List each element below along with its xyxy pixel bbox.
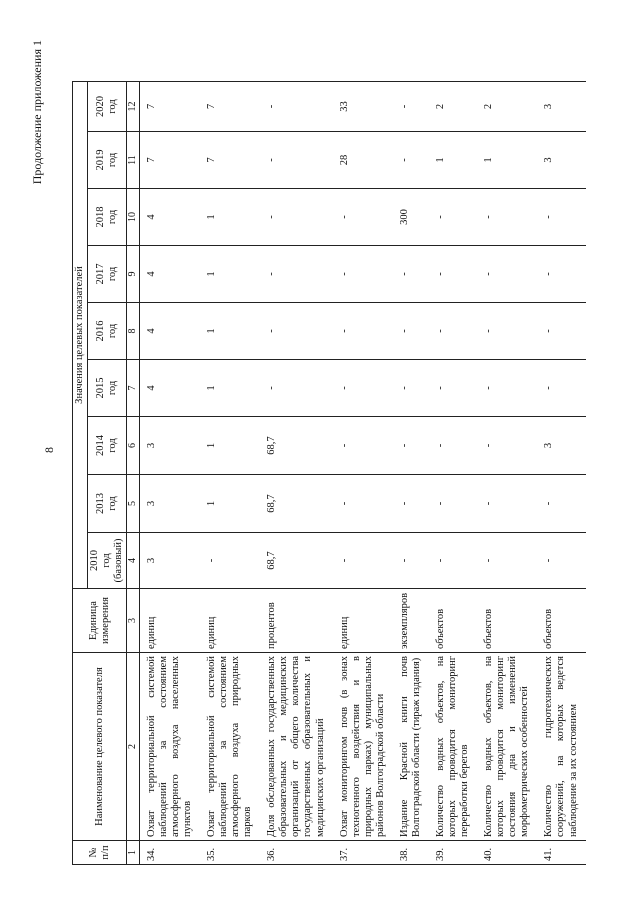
indicator-value: - xyxy=(477,533,537,589)
column-number: 10 xyxy=(127,189,140,246)
indicator-value: - xyxy=(429,417,477,475)
indicator-value: 68,7 xyxy=(260,417,332,475)
table-row xyxy=(393,82,429,865)
indicator-value: - xyxy=(477,360,537,417)
header-values-group: Значения целевых показателей xyxy=(73,82,88,589)
indicator-value: - xyxy=(333,417,393,475)
indicator-value: - xyxy=(260,132,332,189)
indicator-value: - xyxy=(260,360,332,417)
header-num xyxy=(73,841,127,865)
indicator-value: - xyxy=(333,475,393,533)
indicator-value: 7 xyxy=(200,132,260,189)
indicator-value: - xyxy=(477,475,537,533)
indicator-value: - xyxy=(393,82,429,132)
indicator-unit: экземпляров xyxy=(393,589,429,653)
indicator-name: Количество водных объектов, на которых проводится мониторинг состояния дна и изменений морфометрических особенностей xyxy=(477,653,537,841)
indicator-value: - xyxy=(429,189,477,246)
indicator-value: - xyxy=(477,303,537,360)
indicator-value: - xyxy=(200,533,260,589)
indicator-value: - xyxy=(537,533,585,589)
column-number: 2 xyxy=(127,653,140,841)
header-year: 2014 год xyxy=(88,417,127,475)
continuation-note: Продолжение приложения 1 xyxy=(30,40,44,185)
indicator-value: - xyxy=(333,360,393,417)
indicator-value: 3 xyxy=(139,533,200,589)
column-number: 11 xyxy=(127,132,140,189)
indicator-name: Количество водных объектов, на которых проводится мониторинг переработки берегов xyxy=(429,653,477,841)
indicator-name: Охват территориальной системой наблюдений за состоянием атмосферного воздуха природных парков xyxy=(200,653,260,841)
row-number: 37. xyxy=(333,841,393,865)
indicator-value: - xyxy=(537,246,585,303)
indicator-value: - xyxy=(393,417,429,475)
indicator-value: 68,7 xyxy=(260,475,332,533)
indicator-unit: единиц xyxy=(139,589,200,653)
row-number: 34. xyxy=(139,841,200,865)
indicator-value: 1 xyxy=(200,303,260,360)
indicator-unit: процентов xyxy=(260,589,332,653)
indicator-value: - xyxy=(477,246,537,303)
indicator-value: - xyxy=(393,360,429,417)
indicator-value: 1 xyxy=(200,417,260,475)
indicator-value: - xyxy=(260,82,332,132)
header-year: 2020 год xyxy=(88,82,127,132)
indicator-value: - xyxy=(333,533,393,589)
indicator-value: 33 xyxy=(333,82,393,132)
indicator-value: 2 xyxy=(429,82,477,132)
indicator-value: 7 xyxy=(200,82,260,132)
row-number: 36. xyxy=(260,841,332,865)
indicator-value: 68,7 xyxy=(260,533,332,589)
indicator-unit: объектов xyxy=(477,589,537,653)
indicator-value: 3 xyxy=(139,475,200,533)
indicator-unit: единиц xyxy=(200,589,260,653)
indicator-value: - xyxy=(393,475,429,533)
header-year: 2016 год xyxy=(88,303,127,360)
header-year: 2013 год xyxy=(88,475,127,533)
indicator-value: - xyxy=(333,189,393,246)
indicator-unit: единиц xyxy=(333,589,393,653)
indicator-value: 7 xyxy=(139,82,200,132)
indicator-value: - xyxy=(537,360,585,417)
indicator-value: 1 xyxy=(200,475,260,533)
column-number: 6 xyxy=(127,417,140,475)
indicator-value: - xyxy=(429,475,477,533)
header-year: 2019 год xyxy=(88,132,127,189)
column-number: 1 xyxy=(127,841,140,865)
indicator-value: - xyxy=(429,303,477,360)
indicator-value: - xyxy=(477,189,537,246)
header-year: 2017 год xyxy=(88,246,127,303)
header-year: 2015 год xyxy=(88,360,127,417)
column-number: 9 xyxy=(127,246,140,303)
indicator-name: Охват мониторингом почв (в зонах техногенного воздействия и в природных парках) муниципальных районов Волгоградской области xyxy=(333,653,393,841)
table-row xyxy=(429,82,477,865)
indicator-value: - xyxy=(537,189,585,246)
column-number: 8 xyxy=(127,303,140,360)
row-number: 40. xyxy=(477,841,537,865)
indicator-value: - xyxy=(393,533,429,589)
row-number: 41. xyxy=(537,841,585,865)
indicator-value: - xyxy=(260,189,332,246)
indicator-value: 1 xyxy=(429,132,477,189)
row-number: 39. xyxy=(429,841,477,865)
indicator-value: 28 xyxy=(333,132,393,189)
indicator-value: - xyxy=(260,303,332,360)
column-number: 7 xyxy=(127,360,140,417)
indicator-name: Доля обследованных государственных образовательных и медицинских организаций от общего количества государственных образовательных и медицинских организаций xyxy=(260,653,332,841)
indicator-value: 3 xyxy=(537,132,585,189)
indicator-value: - xyxy=(537,475,585,533)
indicator-value: - xyxy=(477,417,537,475)
table-row xyxy=(333,82,393,865)
target-indicators-table xyxy=(72,81,586,865)
indicator-value: 4 xyxy=(139,189,200,246)
column-number: 4 xyxy=(127,533,140,589)
indicator-unit: объектов xyxy=(429,589,477,653)
indicator-value: 1 xyxy=(200,189,260,246)
indicator-value: - xyxy=(429,533,477,589)
row-number: 35. xyxy=(200,841,260,865)
table-row xyxy=(200,82,260,865)
indicator-value: 300 xyxy=(393,189,429,246)
indicator-value: 1 xyxy=(200,246,260,303)
header-name: Наименование целевого показателя xyxy=(73,653,127,841)
header-year: 2018 год xyxy=(88,189,127,246)
indicator-value: - xyxy=(429,246,477,303)
table-row xyxy=(537,82,585,865)
header-num-text: № п/п xyxy=(87,845,111,860)
indicator-value: 4 xyxy=(139,303,200,360)
indicator-value: 2 xyxy=(477,82,537,132)
indicator-value: - xyxy=(537,303,585,360)
indicator-value: 7 xyxy=(139,132,200,189)
table-row xyxy=(139,82,200,865)
indicator-value: 1 xyxy=(477,132,537,189)
indicator-name: Издание Красной книги почв Волгоградской области (тираж издания) xyxy=(393,653,429,841)
indicator-value: - xyxy=(393,132,429,189)
header-year: 2010 год (базовый) xyxy=(88,533,127,589)
indicator-value: 1 xyxy=(200,360,260,417)
column-number: 12 xyxy=(127,82,140,132)
column-number: 3 xyxy=(127,589,140,653)
table-row xyxy=(477,82,537,865)
indicator-name: Охват территориальной системой наблюдений за состоянием атмосферного воздуха населенных пунктов xyxy=(139,653,200,841)
column-number: 5 xyxy=(127,475,140,533)
indicator-unit: объектов xyxy=(537,589,585,653)
indicator-name: Количество гидротехнических сооружений, на которых ведется наблюдение за их состоянием xyxy=(537,653,585,841)
row-number: 38. xyxy=(393,841,429,865)
table-row xyxy=(260,82,332,865)
page-number: 8 xyxy=(42,447,56,453)
indicator-value: 3 xyxy=(139,417,200,475)
header-unit: Единица измерения xyxy=(73,589,127,653)
indicator-value: - xyxy=(393,246,429,303)
indicator-value: - xyxy=(333,246,393,303)
indicator-value: 4 xyxy=(139,360,200,417)
indicator-value: - xyxy=(393,303,429,360)
indicator-value: 3 xyxy=(537,82,585,132)
indicator-value: 4 xyxy=(139,246,200,303)
indicator-value: - xyxy=(429,360,477,417)
indicator-value: - xyxy=(260,246,332,303)
indicator-value: 3 xyxy=(537,417,585,475)
indicator-value: - xyxy=(333,303,393,360)
